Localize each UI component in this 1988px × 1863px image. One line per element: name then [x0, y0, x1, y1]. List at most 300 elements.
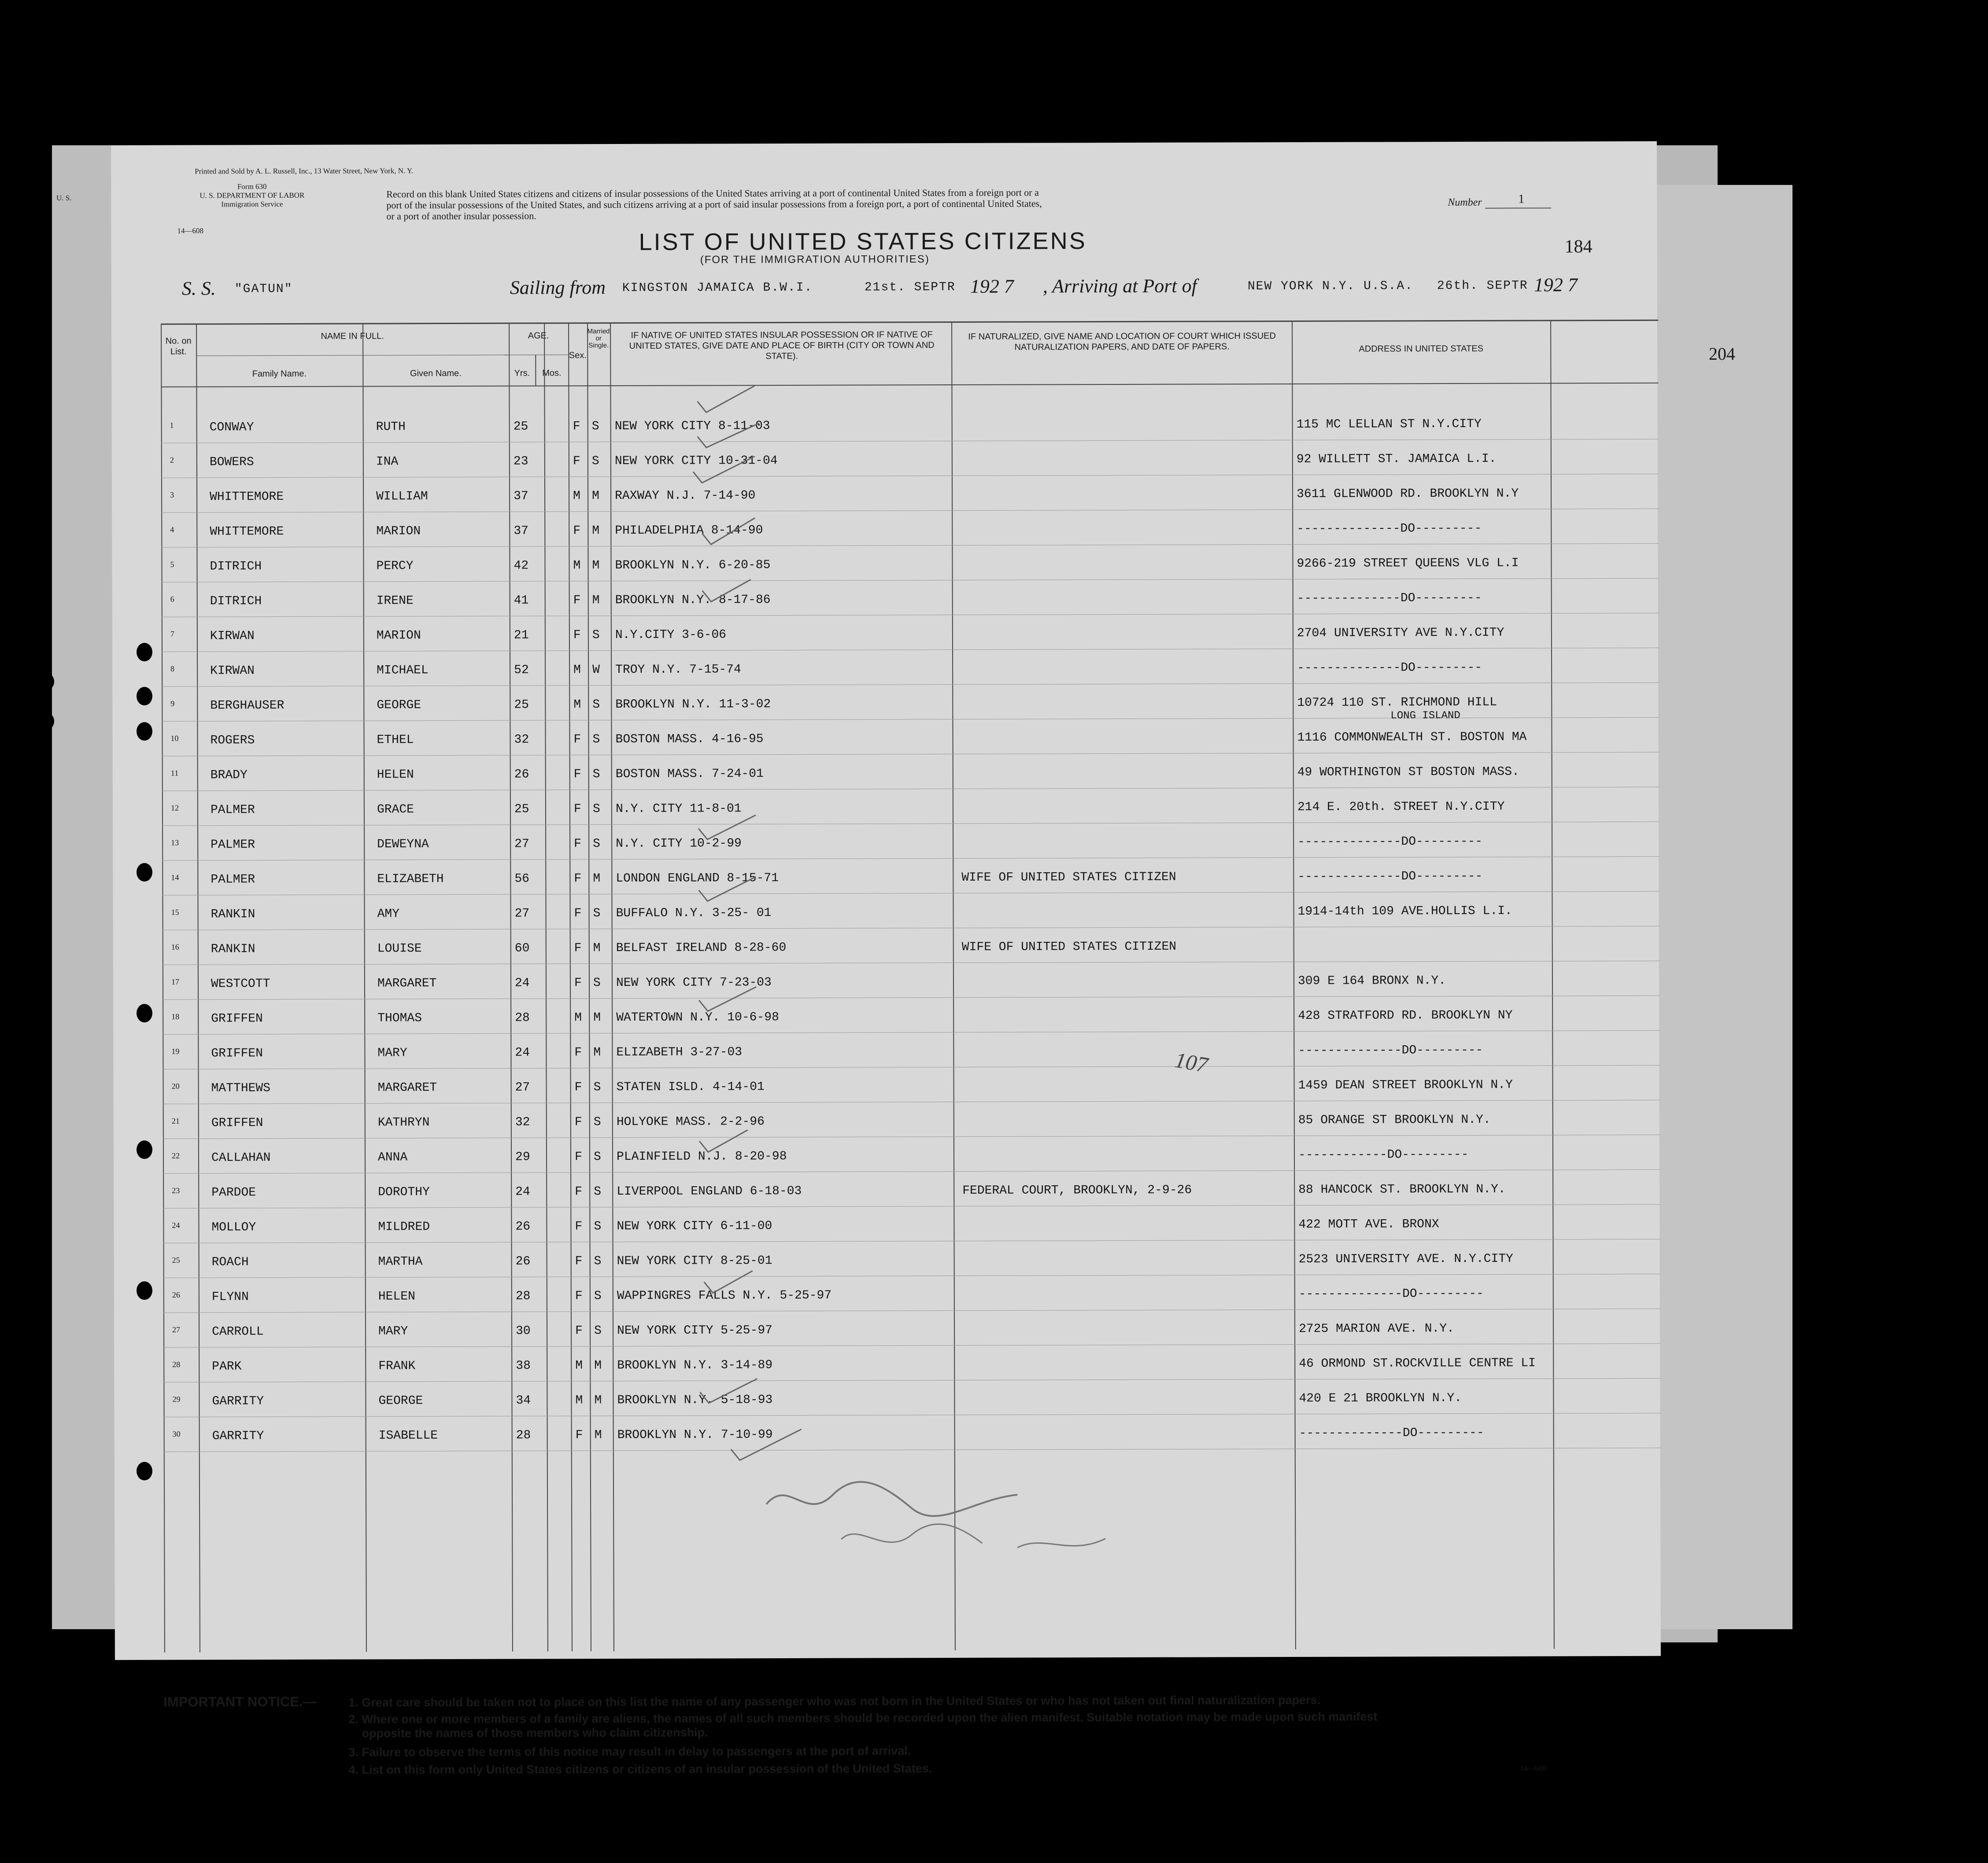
background-page-left [52, 145, 118, 1629]
marital-status: S [594, 1220, 602, 1234]
birthplace-date: BUFFALO N.Y. 3-25- 01 [616, 906, 772, 921]
address: 2725 MARION AVE. N.Y. [1299, 1322, 1454, 1336]
sex: F [575, 1289, 583, 1303]
age-years: 26 [515, 1254, 531, 1269]
address: --------------DO--------- [1297, 521, 1482, 536]
given-name: RUTH [376, 420, 406, 434]
birthplace-date: BOSTON MASS. 4-16-95 [615, 732, 764, 747]
birthplace-date: BROOKLYN N.Y. 6-20-85 [615, 558, 771, 573]
given-name: FRANK [378, 1359, 416, 1373]
birthplace-date: NEW YORK CITY 8-25-01 [617, 1254, 772, 1269]
address: ------------DO--------- [1298, 1147, 1469, 1162]
age-years: 21 [514, 628, 529, 642]
birthplace-date: BROOKLYN N.Y. 11-3-02 [615, 697, 771, 712]
row-number: 6 [170, 594, 174, 604]
marital-status: S [594, 1185, 602, 1199]
birthplace-date: BROOKLYN N.Y. 3-14-89 [617, 1358, 773, 1373]
row-number: 24 [172, 1221, 180, 1230]
given-name: MICHAEL [377, 664, 429, 678]
col-address: ADDRESS IN UNITED STATES [1359, 343, 1484, 354]
family-name: CARROLL [212, 1325, 264, 1339]
given-name: MARY [377, 1046, 407, 1060]
marital-status: S [594, 1289, 602, 1303]
family-name: KIRWAN [210, 664, 255, 678]
family-name: ROGERS [210, 734, 255, 748]
row-number: 28 [172, 1360, 181, 1369]
row-number: 11 [170, 768, 179, 778]
marital-status: S [593, 976, 601, 990]
birthplace-date: TROY N.Y. 7-15-74 [615, 663, 741, 677]
age-years: 37 [514, 489, 528, 503]
birthplace-date: N.Y.CITY 3-6-06 [615, 628, 727, 642]
given-name: ELIZABETH [377, 872, 444, 886]
binder-hole [137, 722, 152, 741]
birthplace-date: WATERTOWN N.Y. 10-6-98 [616, 1011, 779, 1025]
row-number: 8 [170, 664, 175, 673]
age-years: 26 [514, 767, 529, 782]
marital-status: S [593, 837, 601, 851]
family-name: MOLLOY [211, 1221, 256, 1235]
sex: M [575, 1359, 583, 1373]
sex: F [573, 454, 580, 469]
family-name: PALMER [210, 803, 255, 817]
age-years: 56 [514, 872, 530, 886]
given-name: MARGARET [377, 1081, 437, 1095]
number-underline [1485, 207, 1551, 208]
marital-status: M [592, 559, 600, 573]
sex: F [574, 1115, 582, 1129]
age-years: 24 [514, 976, 530, 990]
family-name: DITRICH [210, 560, 262, 574]
given-name: WILLIAM [376, 490, 428, 504]
age-years: 26 [515, 1220, 531, 1234]
naturalization: WIFE OF UNITED STATES CITIZEN [961, 940, 1177, 954]
family-name: PALMER [211, 873, 255, 887]
given-name: INA [376, 455, 399, 469]
sex: F [575, 1185, 583, 1199]
age-years: 28 [515, 1289, 531, 1303]
given-name: GEORGE [377, 698, 421, 712]
birthplace-date: BROOKLYN N.Y. 8-17-86 [615, 593, 771, 608]
row-number: 29 [172, 1394, 181, 1404]
age-years: 41 [514, 594, 529, 608]
birthplace-date: BROOKLYN N.Y. 5-18-93 [617, 1393, 773, 1408]
row-number: 7 [170, 629, 174, 638]
row-number: 15 [171, 908, 179, 917]
binder-hole [137, 1281, 152, 1300]
family-name: WESTCOTT [211, 977, 270, 991]
binder-hole [137, 1004, 152, 1022]
birthplace-date: PHILADELPHIA 8-14-90 [615, 524, 763, 538]
family-name: PALMER [211, 838, 255, 852]
given-name: KATHRYN [377, 1116, 430, 1130]
family-name: RANKIN [211, 908, 255, 922]
age-years: 27 [514, 837, 529, 851]
arrival-port: NEW YORK N.Y. U.S.A. [1247, 279, 1413, 294]
address: --------------DO--------- [1298, 1287, 1484, 1301]
col-naturalized: IF NATURALIZED, GIVE NAME AND LOCATION OF COURT WHICH ISSUED NATURALIZATION PAPERS, AND DATE OF PAPERS. [968, 331, 1276, 352]
sex: F [574, 1150, 582, 1164]
voyage-line [182, 273, 1688, 304]
row-number: 19 [171, 1047, 180, 1056]
sex: F [574, 837, 582, 851]
birthplace-date: HOLYOKE MASS. 2-2-96 [616, 1115, 765, 1129]
age-years: 52 [514, 663, 529, 677]
birthplace-date: LIVERPOOL ENGLAND 6-18-03 [617, 1184, 802, 1199]
row-number: 18 [171, 1012, 180, 1021]
age-years: 27 [515, 1081, 530, 1095]
notice-code: 14—608 [1520, 1764, 1547, 1773]
family-name: ROACH [211, 1255, 249, 1269]
family-name: DITRICH [210, 594, 262, 609]
row-number: 5 [170, 560, 174, 569]
row-number: 14 [171, 873, 179, 882]
address: 49 WORTHINGTON ST BOSTON MASS. [1297, 765, 1519, 779]
marital-status: M [594, 1428, 602, 1442]
address: 1116 COMMONWEALTH ST. BOSTON MA [1297, 730, 1527, 745]
given-name: LOUISE [377, 942, 422, 956]
sex: F [573, 594, 581, 608]
row-number: 1 [170, 421, 174, 430]
marital-status: S [592, 767, 600, 782]
birthplace-date: N.Y. CITY 10-2-99 [616, 837, 742, 851]
family-name: GARRITY [212, 1394, 264, 1409]
form-department: U. S. DEPARTMENT OF LABOR [200, 191, 305, 200]
col-birth: IF NATIVE OF UNITED STATES INSULAR POSSESSION OR IF NATIVE OF UNITED STATES, GIVE DATE AND PLACE OF BIRTH (CITY OR TOWN AND STATE). [629, 330, 935, 362]
age-years: 23 [513, 454, 528, 469]
arrival-date: 26th. SEPTR [1437, 279, 1528, 293]
departure-date: 21st. SEPTR [864, 280, 956, 295]
binder-hole [137, 687, 152, 705]
row-number: 3 [170, 490, 174, 499]
age-years: 32 [515, 1115, 530, 1129]
marital-status: S [592, 628, 600, 642]
age-years: 29 [515, 1150, 530, 1164]
family-name: BOWERS [209, 455, 254, 469]
notice-item: opposite the names of those members who claim citizenship. [362, 1726, 708, 1740]
printer-line: Printed and Sold by A. L. Russell, Inc., 13 Water Street, New York, N. Y. [195, 166, 414, 176]
age-years: 25 [514, 698, 529, 712]
row-number: 4 [170, 525, 174, 534]
marital-status: S [592, 698, 600, 712]
family-name: GRIFFEN [211, 1012, 263, 1026]
sex: F [575, 1324, 583, 1338]
age-years: 25 [513, 420, 528, 434]
given-name: ISABELLE [378, 1429, 438, 1443]
family-name: CONWAY [209, 421, 254, 435]
age-years: 32 [514, 733, 529, 747]
row-number: 17 [171, 977, 179, 986]
row-number: 13 [171, 838, 179, 847]
row-number: 16 [171, 942, 179, 952]
birthplace-date: LONDON ENGLAND 8-15-71 [616, 871, 779, 886]
given-name: HELEN [378, 1290, 415, 1304]
birthplace-date: BELFAST IRELAND 8-28-60 [616, 941, 787, 955]
family-name: PARDOE [211, 1186, 256, 1200]
col-number: No. on List. [165, 336, 192, 357]
departure-port: KINGSTON JAMAICA B.W.I. [622, 280, 813, 295]
row-number: 21 [171, 1116, 180, 1125]
row-number: 22 [171, 1151, 180, 1160]
marital-status: M [592, 489, 599, 503]
given-name: MARION [376, 524, 421, 539]
row-number: 20 [171, 1081, 180, 1091]
family-name: MATTHEWS [211, 1081, 271, 1096]
address-line-2: LONG ISLAND [1390, 709, 1460, 722]
address: 422 MOTT AVE. BRONX [1298, 1217, 1439, 1232]
age-years: 28 [515, 1011, 530, 1025]
age-years: 28 [516, 1428, 531, 1442]
important-notice [163, 1691, 1617, 1777]
instruction-line: Record on this blank United States citizens and citizens of insular possessions of the United States arriving at a port of continental United States from a foreign port or a [386, 187, 1039, 200]
family-name: PARK [212, 1360, 242, 1374]
sex: F [573, 767, 581, 782]
address: --------------DO--------- [1299, 1426, 1484, 1440]
family-name: GRIFFEN [211, 1047, 263, 1061]
given-name: DOROTHY [378, 1185, 430, 1199]
birthplace-date: NEW YORK CITY 10-31-04 [614, 454, 778, 469]
number-value: 1 [1518, 192, 1525, 206]
family-name: GARRITY [212, 1429, 264, 1443]
row-number: 30 [172, 1429, 181, 1439]
sex: F [573, 524, 581, 538]
birthplace-date: RAXWAY N.J. 7-14-90 [615, 489, 756, 503]
address: 9266-219 STREET QUEENS VLG L.I [1297, 556, 1519, 571]
marital-status: S [592, 733, 600, 747]
age-years: 30 [516, 1324, 531, 1338]
age-years: 38 [516, 1359, 531, 1373]
family-name: KIRWAN [210, 629, 255, 643]
address: --------------DO--------- [1297, 869, 1483, 884]
sex: F [575, 1220, 583, 1234]
address: 1914-14th 109 AVE.HOLLIS L.I. [1297, 904, 1512, 919]
birthplace-date: NEW YORK CITY 8-11-03 [614, 419, 770, 434]
age-years: 24 [515, 1046, 530, 1060]
given-name: MARGARET [377, 977, 437, 991]
col-sex: Sex. [569, 350, 587, 361]
sailing-from-label: Sailing from [510, 277, 606, 299]
page-number: 184 [1564, 236, 1593, 257]
row-number: 23 [172, 1186, 180, 1195]
address: 309 E 164 BRONX N.Y. [1297, 974, 1446, 988]
record-instructions [386, 185, 1558, 221]
naturalization: FEDERAL COURT, BROOKLYN, 2-9-26 [962, 1183, 1192, 1198]
given-name: HELEN [377, 768, 414, 782]
col-name-in-full: NAME IN FULL. [321, 331, 384, 341]
sex: F [574, 941, 582, 955]
page-subtitle: (FOR THE IMMIGRATION AUTHORITIES) [700, 253, 930, 266]
inspector-signature [753, 1468, 1150, 1570]
marital-status: S [594, 1254, 602, 1269]
given-name: PERCY [376, 559, 414, 573]
form-block [186, 182, 318, 209]
given-name: GEORGE [378, 1394, 423, 1408]
col-family-name: Family Name. [252, 369, 307, 379]
marital-status: M [594, 1394, 602, 1408]
sex: M [573, 663, 581, 677]
col-age: AGE. [528, 331, 549, 341]
birthplace-date: BOSTON MASS. 7-24-01 [615, 767, 764, 782]
row-number: 12 [170, 803, 179, 812]
address: 46 ORMOND ST.ROCKVILLE CENTRE LI [1299, 1356, 1536, 1371]
birthplace-date: WAPPINGRES FALLS N.Y. 5-25-97 [617, 1288, 832, 1303]
binder-hole [137, 1462, 152, 1480]
notice-heading: IMPORTANT NOTICE.— [163, 1693, 317, 1710]
sex: F [574, 872, 582, 886]
binder-hole [137, 643, 152, 661]
birthplace-date: NEW YORK CITY 6-11-00 [617, 1219, 772, 1234]
marital-status: S [593, 1150, 601, 1164]
family-name: GRIFFEN [211, 1116, 263, 1130]
binder-hole [42, 674, 54, 690]
sex: F [575, 1428, 583, 1442]
row-number: 25 [172, 1255, 180, 1265]
age-years: 42 [514, 559, 529, 573]
sex: F [574, 1081, 582, 1095]
notice-item: 1. Great care should be taken not to place on this list the name of any passenger who was not born in the United States or who has not taken out final naturalization papers. [348, 1693, 1321, 1709]
notice-item: 4. List on this form only United States citizens or citizens of an insular possession of the United States. [348, 1762, 932, 1777]
notice-item: 3. Failure to observe the terms of this notice may result in delay to passengers at the port of arrival. [348, 1744, 911, 1759]
address: --------------DO--------- [1297, 660, 1482, 675]
address: 85 ORANGE ST BROOKLYN N.Y. [1298, 1113, 1491, 1127]
col-given-name: Given Name. [410, 368, 462, 379]
marital-status: S [593, 907, 601, 921]
marital-status: M [593, 1046, 601, 1060]
address: --------------DO--------- [1297, 591, 1482, 605]
given-name: MARION [376, 629, 421, 643]
marital-status: S [594, 1324, 602, 1338]
sex: F [575, 1254, 583, 1269]
address: 214 E. 20th. STREET N.Y.CITY [1297, 800, 1505, 814]
birthplace-date: NEW YORK CITY 5-25-97 [617, 1324, 772, 1338]
sex: M [573, 489, 580, 503]
sex: M [573, 559, 581, 573]
handwritten-number: 107 [1173, 1047, 1210, 1077]
marital-status: S [593, 1115, 601, 1129]
birthplace-date: BROOKLYN N.Y. 7-10-99 [617, 1428, 773, 1442]
given-name: MILDRED [378, 1220, 430, 1234]
notice-item: 2. Where one or more members of a family are aliens, the names of all such members should be recorded upon the alien manifest. Suitable notation may be made upon such manifest [348, 1710, 1378, 1726]
address: 88 HANCOCK ST. BROOKLYN N.Y. [1298, 1182, 1506, 1197]
marital-status: W [592, 663, 600, 677]
marital-status: M [592, 524, 600, 538]
marital-status: M [594, 1359, 602, 1373]
binder-hole [137, 863, 152, 882]
sex: F [573, 420, 580, 434]
address: 420 E 21 BROOKLYN N.Y. [1299, 1391, 1462, 1406]
birthplace-date: STATEN ISLD. 4-14-01 [616, 1080, 765, 1095]
address: 1459 DEAN STREET BROOKLYN N.Y [1298, 1078, 1513, 1092]
birthplace-date: PLAINFIELD N.J. 8-20-98 [616, 1149, 787, 1164]
marital-status: M [593, 941, 601, 955]
family-name: FLYNN [211, 1290, 249, 1304]
marital-status: S [591, 420, 599, 434]
binder-hole [137, 1140, 152, 1159]
address: 2523 UNIVERSITY AVE. N.Y.CITY [1298, 1252, 1513, 1266]
form-service: Immigration Service [221, 199, 283, 209]
address: 3611 GLENWOOD RD. BROOKLYN N.Y [1297, 487, 1519, 501]
age-years: 24 [515, 1185, 530, 1199]
page-title: LIST OF UNITED STATES CITIZENS [639, 228, 1087, 255]
arriving-label: , Arriving at Port of [1042, 275, 1197, 297]
number-label: Number [1448, 196, 1482, 209]
marital-status: S [592, 802, 600, 816]
given-name: DEWEYNA [377, 837, 429, 852]
given-name: GRACE [377, 803, 414, 817]
address: --------------DO--------- [1297, 834, 1483, 849]
sex: F [574, 907, 582, 921]
given-name: AMY [377, 907, 400, 921]
given-name: IRENE [376, 594, 414, 608]
given-name: MARTHA [378, 1255, 423, 1269]
marital-status: S [593, 1081, 601, 1095]
marital-status: M [593, 872, 601, 886]
sex: F [573, 802, 581, 816]
age-years: 25 [514, 802, 529, 816]
family-name: RANKIN [211, 942, 255, 956]
address: --------------DO--------- [1298, 1043, 1483, 1058]
marital-status: S [591, 454, 599, 469]
arrival-year: 192 7 [1533, 274, 1578, 296]
col-months: Mos. [542, 368, 562, 378]
row-number: 10 [170, 734, 179, 743]
sex: M [574, 1011, 582, 1025]
age-years: 37 [514, 524, 528, 538]
address: 2704 UNIVERSITY AVE N.Y.CITY [1297, 626, 1504, 640]
marital-status: M [592, 594, 600, 608]
family-name: BRADY [210, 768, 248, 782]
binder-hole [42, 713, 54, 729]
marital-status: M [593, 1011, 601, 1025]
row-number: 27 [172, 1325, 181, 1334]
sex: F [573, 733, 581, 747]
family-name: CALLAHAN [211, 1151, 271, 1165]
age-years: 27 [514, 907, 530, 921]
form-code: 14—608 [177, 226, 204, 235]
sex: F [573, 628, 581, 642]
side-us-label: U. S. [56, 194, 72, 202]
form-number: Form 630 [237, 182, 267, 191]
row-number: 2 [170, 455, 174, 465]
address: 10724 110 ST. RICHMOND HILL [1297, 695, 1497, 710]
family-name: BERGHAUSER [210, 698, 285, 713]
given-name: ETHEL [377, 733, 414, 747]
sex: F [574, 976, 582, 990]
departure-year: 192 7 [970, 275, 1014, 297]
address: 115 MC LELLAN ST N.Y.CITY [1296, 417, 1482, 432]
given-name: ANNA [377, 1151, 408, 1165]
ship-name: "GATUN" [234, 282, 293, 296]
col-married: Married or Single. [587, 328, 610, 350]
address: 428 STRATFORD RD. BROOKLYN NY [1298, 1008, 1513, 1023]
manifest-page [111, 141, 1661, 1777]
given-name: THOMAS [377, 1011, 422, 1026]
sex: M [573, 698, 581, 712]
instruction-line: or a port of another insular possession. [386, 210, 536, 222]
naturalization: WIFE OF UNITED STATES CITIZEN [961, 870, 1176, 885]
row-number: 26 [172, 1290, 180, 1299]
family-name: WHITTEMORE [210, 490, 284, 504]
address: 92 WILLETT ST. JAMAICA L.I. [1296, 452, 1497, 466]
sex: M [575, 1394, 583, 1408]
col-years: Yrs. [514, 368, 530, 378]
ss-label: S. S. [181, 277, 216, 299]
sex: F [574, 1046, 582, 1060]
age-years: 60 [514, 941, 530, 955]
family-name: WHITTEMORE [210, 524, 284, 539]
birthplace-date: ELIZABETH 3-27-03 [616, 1045, 743, 1060]
row-number: 9 [170, 699, 175, 708]
